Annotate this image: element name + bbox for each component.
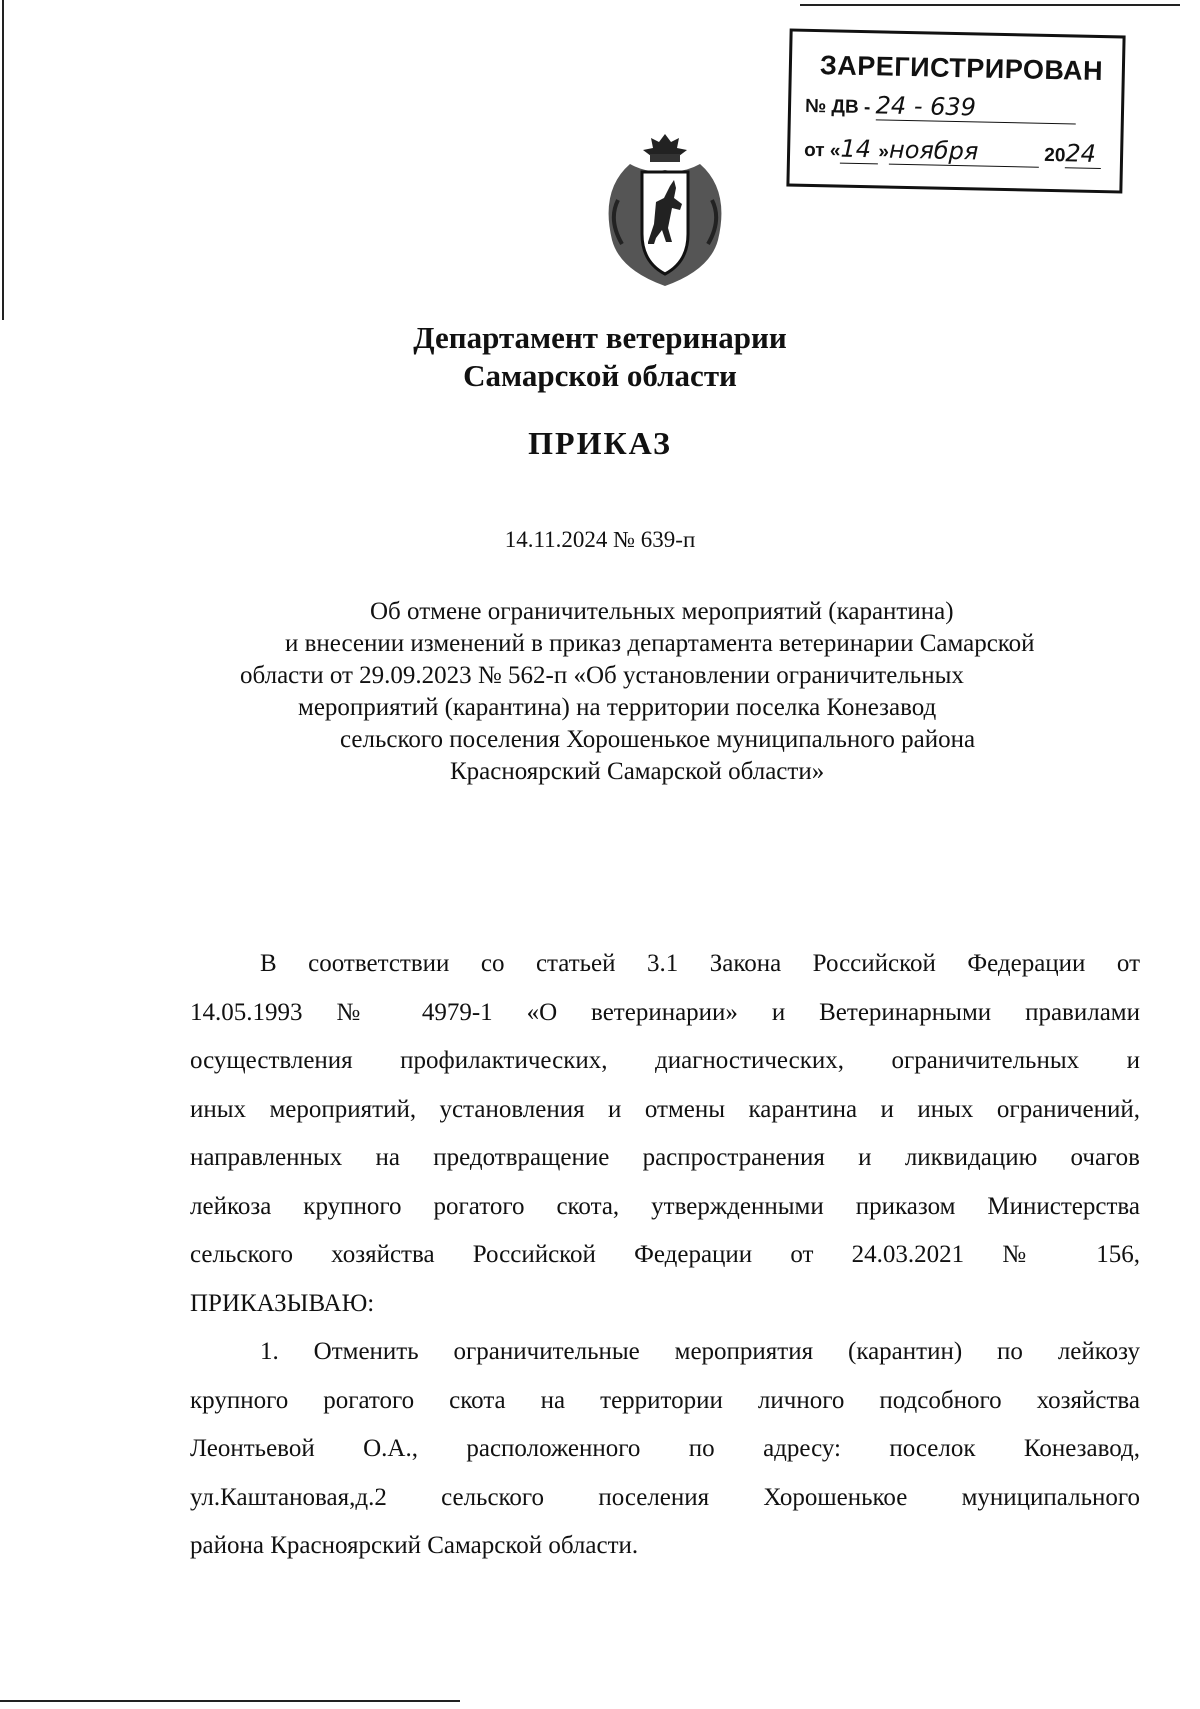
- body-line-order-word: ПРИКАЗЫВАЮ:: [190, 1289, 375, 1317]
- department-name-line2: Самарской области: [463, 358, 737, 393]
- subject-line: Красноярский Самарской области»: [450, 758, 825, 785]
- subject-line: мероприятий (карантина) на территории поселка Конезавод: [298, 694, 937, 721]
- body-line: района Красноярский Самарской области.: [190, 1532, 639, 1559]
- subject-line: сельского поселения Хорошенькое муниципального района: [340, 726, 976, 753]
- stamp-reg-number: 24 - 639: [875, 91, 1076, 124]
- samara-coat-of-arms-emblem: [590, 130, 740, 288]
- body-line: 1. Отменить ограничительные мероприятия (карантин) по лейкозу: [260, 1338, 1140, 1365]
- stamp-date-line: от «14 »ноября 2024: [804, 134, 1102, 169]
- body-line: направленных на предотвращение распространения и ликвидацию очагов: [190, 1144, 1140, 1171]
- scan-top-line: [800, 4, 1180, 6]
- body-line: ул.Каштановая,д.2 сельского поселения Хорошенькое муниципального: [190, 1483, 1140, 1511]
- subject-line: и внесении изменений в приказ департамента ветеринарии Самарской: [285, 630, 1035, 657]
- stamp-title: ЗАРЕГИСТРИРОВАН: [819, 50, 1104, 87]
- body-line: В соответствии со статьей 3.1 Закона Российской Федерации от: [260, 950, 1140, 977]
- body-line: Леонтьевой О.А., расположенного по адресу: поселок Конезавод,: [190, 1435, 1140, 1462]
- document-type-heading: ПРИКАЗ: [528, 425, 672, 461]
- order-body: [190, 940, 1140, 1571]
- body-line: крупного рогатого скота на территории личного подсобного хозяйства: [190, 1386, 1140, 1414]
- subject-line: области от 29.09.2023 № 562-п «Об установлении ограничительных: [240, 662, 964, 689]
- stamp-date-year: 24: [1065, 139, 1102, 169]
- registration-stamp: [786, 28, 1125, 193]
- stamp-date-month: ноября: [889, 136, 1040, 168]
- stamp-reg-prefix: № ДВ -: [804, 95, 871, 119]
- body-line: 14.05.1993 № 4979-1 «О ветеринарии» и Ветеринарными правилами: [190, 998, 1140, 1026]
- order-date-number: 14.11.2024 № 639-п: [504, 527, 696, 552]
- body-line: сельского хозяйства Российской Федерации от 24.03.2021 № 156,: [190, 1241, 1140, 1268]
- stamp-date-year-prefix: 20: [1044, 144, 1066, 167]
- stamp-date-prefix: от «: [803, 139, 841, 162]
- stamp-reg-line: [805, 90, 1076, 125]
- subject-line: Об отмене ограничительных мероприятий (карантина): [370, 598, 954, 625]
- body-line: осуществления профилактических, диагностических, ограничительных и: [190, 1047, 1140, 1074]
- scan-edge-line: [2, 0, 4, 320]
- order-subject: [240, 596, 1140, 788]
- stamp-date-day: 14: [840, 135, 879, 165]
- department-name-line1: Департамент ветеринарии: [413, 320, 787, 355]
- body-line: иных мероприятий, установления и отмены карантина и иных ограничений,: [190, 1095, 1140, 1123]
- scan-bottom-line: [0, 1700, 460, 1702]
- body-line: лейкоза крупного рогатого скота, утвержденными приказом Министерства: [190, 1192, 1140, 1220]
